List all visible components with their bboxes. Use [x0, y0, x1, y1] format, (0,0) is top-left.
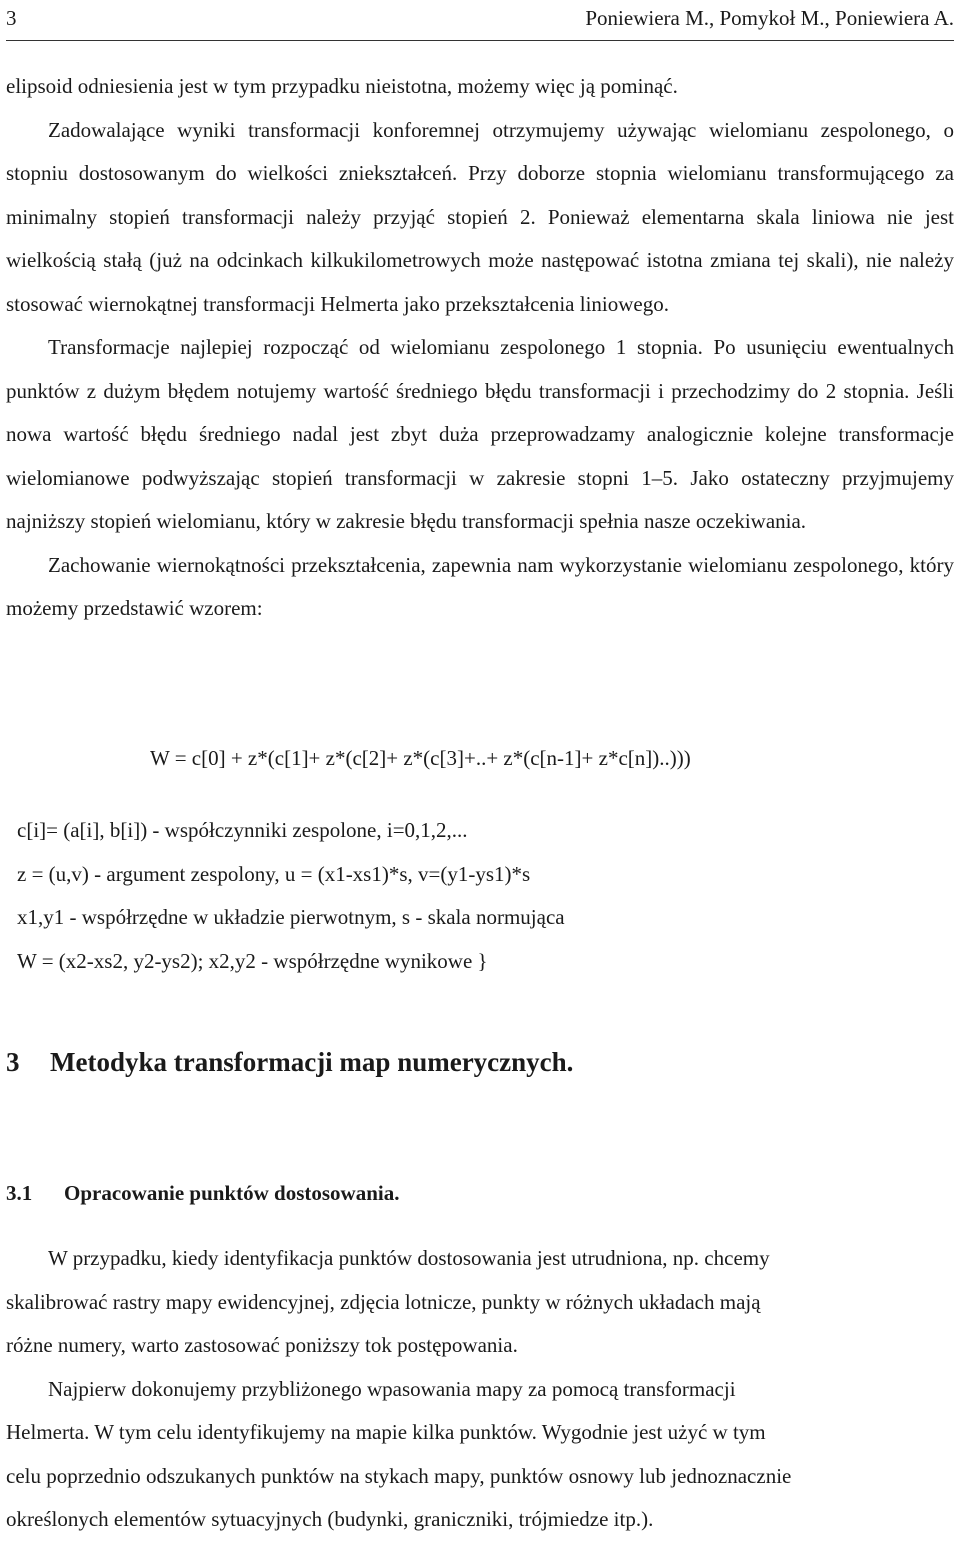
- section-number: 3: [6, 1047, 20, 1077]
- subsection-body: [6, 1237, 930, 1542]
- body-text: [6, 65, 954, 631]
- subsection-heading: [6, 1177, 399, 1209]
- text-line: różne numery, warto zastosować poniższy tok postępowania.: [6, 1333, 518, 1357]
- subsection-number: 3.1: [6, 1181, 33, 1205]
- paragraph: Zachowanie wiernokątności przekształcenia, zapewnia nam wykorzystanie wielomianu zespolonego, który możemy przedstawić wzorem:: [6, 552, 954, 620]
- definition-line: x1,y1 - współrzędne w układzie pierwotnym, s - skala normująca: [17, 905, 565, 929]
- paragraph: elipsoid odniesienia jest w tym przypadku nieistotna, możemy więc ją pominąć.: [6, 74, 678, 98]
- text-line: Najpierw dokonujemy przybliżonego wpasowania mapy za pomocą transformacji: [48, 1376, 736, 1401]
- text-line: skalibrować rastry mapy ewidencyjnej, zdjęcia lotnicze, punkty w różnych układach mają: [6, 1289, 761, 1314]
- paragraph: Transformacje najlepiej rozpocząć od wielomianu zespolonego 1 stopnia. Po usunięciu ewentualnych punktów z dużym błędem notujemy wartość średniego błędu transformacji i przechodzimy do 2 stopnia. Jeśli nowa wartość błędu średniego nadal jest zbyt duża przeprowadzamy analogicznie kolejne transformacje wielomianowe podwyższając stopień transformacji w zakresie stopni 1–5. Jako ostateczny przyjmujemy najniższy stopień wielomianu, który w zakresie błędu transformacji spełnia nasze oczekiwania.: [6, 335, 954, 533]
- definition-line: z = (u,v) - argument zespolony, u = (x1-xs1)*s, v=(y1-ys1)*s: [17, 861, 531, 886]
- page-number: 3: [6, 6, 17, 30]
- polynomial-formula: W = c[0] + z*(c[1]+ z*(c[2]+ z*(c[3]+..+ z*(c[n-1]+ z*c[n])..))): [150, 746, 691, 770]
- text-line: W przypadku, kiedy identyfikacja punktów dostosowania jest utrudniona, np. chcemy: [48, 1246, 770, 1270]
- header-authors: Poniewiera M., Pomykoł M., Poniewiera A.: [585, 6, 954, 30]
- formula-definitions: [17, 809, 565, 983]
- section-heading: [6, 1042, 573, 1082]
- text-line: celu poprzednio odszukanych punktów na stykach mapy, punktów osnowy lub jednoznacznie: [6, 1463, 792, 1488]
- subsection-title: Opracowanie punktów dostosowania.: [64, 1181, 400, 1205]
- text-line: Helmerta. W tym celu identyfikujemy na mapie kilka punktów. Wygodnie jest użyć w tym: [6, 1420, 766, 1444]
- definition-line: W = (x2-xs2, y2-ys2); x2,y2 - współrzędne wynikowe }: [17, 948, 488, 973]
- text-line: określonych elementów sytuacyjnych (budynki, graniczniki, trójmiedze itp.).: [6, 1507, 654, 1531]
- paragraph: Zadowalające wyniki transformacji konforemnej otrzymujemy używając wielomianu zespolonego, o stopniu dostosowanym do wielkości zniekształceń. Przy doborze stopnia wielomianu transformującego za minimalny stopień transformacji należy przyjąć stopień 2. Ponieważ elementarna skala liniowa nie jest wielkością stałą (już na odcinkach kilkukilometrowych może następować istotna zmiana tej skali), nie należy stosować wiernokątnej transformacji Helmerta jako przekształcenia liniowego.: [6, 117, 954, 316]
- section-title: Metodyka transformacji map numerycznych.: [50, 1047, 574, 1077]
- definition-line: c[i]= (a[i], b[i]) - współczynniki zespolone, i=0,1,2,...: [17, 818, 468, 842]
- page-header: [6, 0, 954, 41]
